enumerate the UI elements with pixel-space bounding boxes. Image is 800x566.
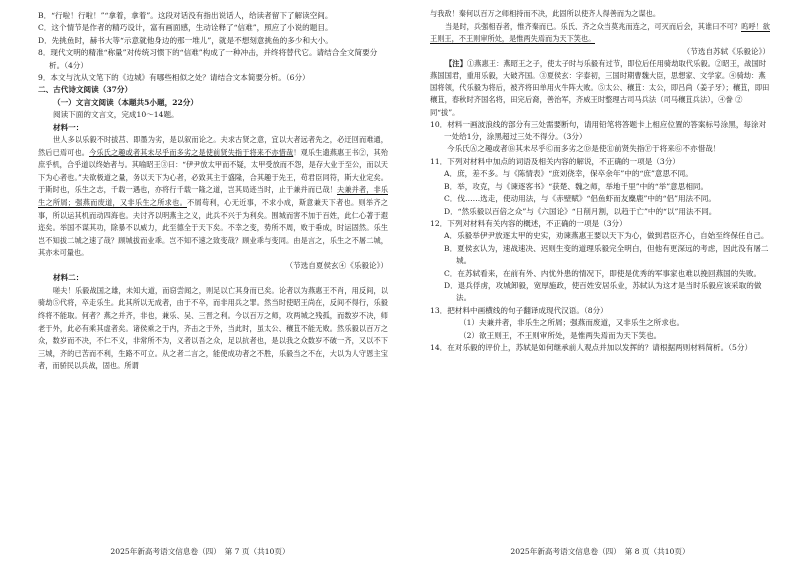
- question-10: 10．材料一画波浪线的部分有三处需要断句，请用铅笔将答题卡上相应位置的答案标号涂黑，每涂对一处给1分，涂黑超过三处不得分。（3分）: [430, 119, 767, 142]
- material-2-label: 材料二：: [53, 273, 84, 283]
- question-11: 11．下列对材料中加点的词语及相关内容的解说，不正确的一项是（3分）: [430, 156, 680, 166]
- material-2-ending: [430, 21, 770, 46]
- q13-item-1: （1）夫兼并者，非乐生之所屑；强燕而废道，又非乐生之所求也。: [459, 318, 685, 328]
- q11-option-d: D．“然乐毅以百倍之众”与《六国论》“日削月割，以趋于亡”中的“以”用法不同。: [444, 206, 717, 216]
- q11-option-a: A．庶，差不多。与《陈情表》“庶刘侥幸，保卒余年”中的“庶”意思不同。: [444, 169, 693, 179]
- question-13: 13．把材料中画横线的句子翻译成现代汉语。（8分）: [430, 305, 608, 315]
- question-8: 8．现代文明的精准“称量”对传统习惯下的“信难”构成了一种冲击，并终将替代它。请结合全文简要分析。（4分）: [38, 48, 378, 70]
- note-text: ①燕惠王：燕昭王之子，使太子时与乐毅有过节，即位后任用骑劫取代乐毅。②昭王，战国时燕国国君，重用乐毅，大破齐国。③夏侯玄：字泰初，三国时期曹魏大臣，思想家、文学家。④骑劫：燕国将领，代乐毅为将后，被齐将田单用火牛阵大败。⑤太公、穰苴：太公，即吕尚（姜子牙）；穰苴，即田穰苴，春秋时齐国名将，田完后裔，善治军，齐威王时整理古司马兵法（司马穰苴兵法），④誊 ②同“拔”。: [430, 59, 770, 117]
- material-1-text: [38, 134, 388, 260]
- material-2-text: 嗟夫！乐毅战国之雄，未知大道，而窃尝闻之，则足以亡其身而已矣。论者以为燕惠王不肖，用反间，以骑劫⑤代将，卒走乐生。此其所以无成者，由于不卒，而非用兵之罪。然当时使昭王尚在，反间不得行，乐毅终将不能取。何者？燕之并齐，非也，兼乐、吴、三晋之利。今以百万之师，攻两城之残孤，而数岁不决，师老于外，此必有乘其虚者矣。诸侯乘之于内，齐击之于外，当此时，虽太公、穰苴不能无败。然乐毅以百万之众，数岁而不决，不仁不义，非常所不为，义者以吾之众，足以抗者也，是以我之众数岁不破一齐，又以不下三城，齐的已苦而不利，生路不可立。从之者二言之，能使成功者之不胜，乐毅当之不在，大以为人守恩主宝者，而骄民以兵战，固也。所谓: [38, 285, 388, 371]
- material-1-source: （节选自夏侯玄④《乐毅论》）: [285, 261, 388, 270]
- annotation-note: [430, 58, 770, 118]
- note-label: 【注】: [445, 59, 467, 69]
- material-1-part-b: ！观乐生遗燕惠王书②，其殆庶乎机，合乎道以终始者与。其喻昭王③曰：“伊尹放太甲而不疑，太甲受放而不怨，是存大业于至公，而以天下为心者也。”夫欲极道之量，务以天下为心者，必致其主于盛隆，合其趣于先王，苟君臣同符，斯大业定矣。于斯时也，乐生之志，千载一遇也，亦将行千载一隆之道，岂其局迹当时，止于兼并而已哉！: [38, 147, 388, 195]
- q12-option-b: B．夏侯玄认为，速战速决、迟则生变的道理乐毅完全明白，但他有更深远的考虑，因此没有屠二城。: [444, 243, 769, 266]
- material-1-label: 材料一：: [53, 122, 84, 132]
- question-10-sequence: 今乐氏Ⓐ之趣或者Ⓑ其未尽乎Ⓒ而多劣之Ⓓ是使Ⓔ前贤失指Ⓕ于将来Ⓖ不亦惜哉！: [447, 144, 721, 154]
- subsection-heading: （一）文言文阅读（本题共5小题，22分）: [53, 97, 198, 107]
- q12-option-a: A．乐毅举伊尹放逐太甲的史实，劝谏燕惠王要以天下为心，做到君臣齐心，自始至终保任自己。: [444, 231, 769, 241]
- page-footer: 2025年新高考语文信息卷（四） 第 8 页（共10页）: [510, 546, 690, 556]
- underlined-sentence-2: 呜呼！欲王则王，不王则审所处，是惟两失焉而为天下笑也。: [430, 21, 770, 44]
- material-1-part-c: 不屑苟利，心无近事，不求小成，斯意兼天下者也。则举齐之事，所以运其机而动四海也。夫讨齐以明燕主之义，此兵不兴于为利矣。围城而害不加于百姓，此仁心著于遐迩矣。举国不谋其功，除暴不以威力，此至德全于天下矣。不幸之变，势所不周，败于垂成，时运固然。乐生岂不知拔二城之速了哉？顾城拔而业乖。岂不知不速之致变哉？顾业乖与变同。由是言之，乐生之不屠二城，其亦未可量也。: [38, 198, 388, 258]
- reading-instruction: 阅读下面的文言文，完成10～14题。: [53, 110, 179, 120]
- section-heading: 二、古代诗文阅读（37分）: [38, 85, 133, 95]
- q12-option-d: D．退兵俘虏，攻城卸毅，宽厚施政，使百姓安居乐业，苏轼认为这才是当时乐毅应该采取的做法。: [444, 280, 762, 303]
- material-1-part-a: 世人多以乐毅不时拔莒、即墨为劣，是以叙而论之。夫求古贤之意，宜以大者远者先之，必迂回而难通，然后已焉可也。: [38, 135, 388, 157]
- q13-item-2: （2）欲王则王，不王则审所处，是惟两失焉而为天下笑也。: [459, 330, 662, 340]
- option-d: D．先挑鱼时，赫书大等“示意就他身边的那一堆儿”，就是不想刻意挑鱼的多少和大小。: [38, 35, 333, 45]
- q11-option-c: C．伐……选走，使动用法，与《赤壁赋》“侣鱼虾而友麋鹿”中的“侣”用法不同。: [444, 194, 716, 204]
- material-2-continued: 与我敌！秦何以百万之师相持而不决，此固所以使齐人得善而为之谋也。: [430, 9, 661, 18]
- option-c: C．这个情节是作者的精巧设计，富有画面感，生动诠释了“信难”，照应了小说的题目。: [38, 23, 333, 33]
- question-9: 9．本文与沈从文笔下的《边城》有哪些相似之处？请结合文本简要分析。（6分）: [38, 73, 310, 83]
- wavy-underlined-passage: 今乐氏之趣或者其未尽乎而多劣之是使前贤失指于将来不亦惜哉: [89, 147, 294, 157]
- material-2-source: （节选自苏轼《乐毅论》）: [682, 46, 770, 56]
- question-14: 14．在对乐毅的评价上，苏轼是如何继承前人观点并加以发挥的？请根据两则材料简析。（5分）: [430, 342, 753, 352]
- question-12: 12．下列对材料有关内容的概述，不正确的一项是（3分）: [430, 218, 627, 228]
- underlined-sentence-1: 夫兼并者，非乐生之所屑；强燕而废道，又非乐生之所求也。: [38, 185, 388, 208]
- q12-option-c: C．在苏轼看来，在前有外、内忧外患的情况下，即使是优秀的军事家也难以挽回燕国的失败。: [444, 268, 762, 278]
- option-b: B．“行啦！行啦！”“拿着，拿着”。这段对话没有指出说话人，给读者留下了解读空间。: [38, 11, 333, 20]
- page-footer: 2025年新高考语文信息卷（四） 第 7 页（共10页）: [110, 546, 290, 556]
- page-8: [400, 0, 800, 566]
- material-2-part: 当是时，兵强相吞者，惟齐秦而已。乐氏、齐之众当莫兆而连之，可灭而后会，其谁曰不可？: [445, 21, 742, 31]
- q11-option-b: B．举，攻克，与《谏逐客书》“获楚、魏之师，举地千里”中的“举”意思相同。: [444, 181, 709, 191]
